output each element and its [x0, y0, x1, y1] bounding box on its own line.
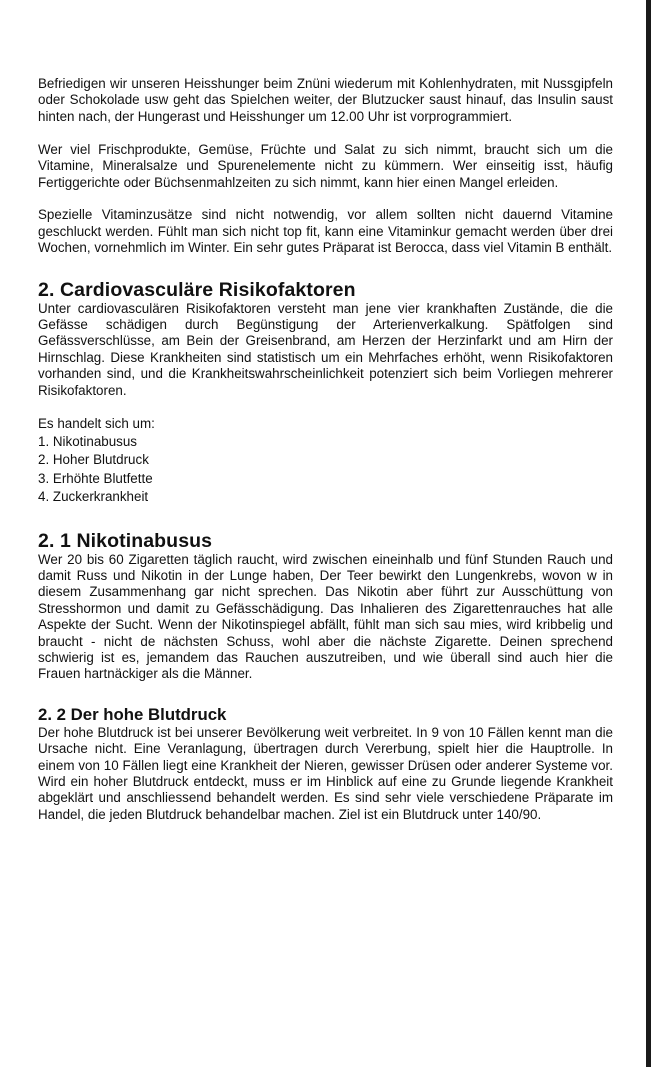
list-intro: Es handelt sich um:	[38, 416, 155, 432]
risk-factor-list	[38, 433, 613, 507]
paragraph-nikotinabusus: Wer 20 bis 60 Zigaretten täglich raucht, wird zwischen eineinhalb und fünf Stunden Rauch und damit Russ und Nikotin in der Lunge haben, Der Teer bewirkt den Lungenkrebs, wovon w in diesem Zusammenhang gar nicht sprechen. Das Nikotin aber führt zur Ausschüttung von Stresshormon und damit zu Gefässchädigung. Das Inhalieren des Zigarettenrauches hat alle Aspekte der Sucht. Wenn der Nikotinspiegel abfällt, fühlt man sich sau mies, wird kribbelig und braucht - nicht de nächsten Schuss, wohl aber die nächste Zigarette. Deinen sprechend schwierig ist es, jemandem das Rauchen auszutreiben, und wie überall sind auch hier die Frauen hartnäckiger als die Männer.	[38, 551, 613, 682]
list-item: 3. Erhöhte Blutfette	[38, 470, 153, 486]
list-item: 1. Nikotinabusus	[38, 433, 137, 449]
paragraph-znueni: Befriedigen wir unseren Heisshunger beim Znüni wiederum mit Kohlenhydraten, mit Nussgipfeln oder Schokolade usw geht das Spielchen weiter, der Blutzucker saust hinauf, das Insulin saust hinten nach, der Hungerast und Heisshunger um 12.00 Uhr ist vorprogrammiert.	[38, 76, 613, 124]
page-edge-border	[646, 0, 651, 1067]
heading-nikotinabusus: 2. 1 Nikotinabusus	[38, 529, 213, 552]
document-body	[38, 76, 613, 823]
heading-cardiovascular: 2. Cardiovasculäre Risikofaktoren	[38, 278, 356, 301]
paragraph-blutdruck: Der hohe Blutdruck ist bei unserer Bevölkerung weit verbreitet. In 9 von 10 Fällen kennt man die Ursache nicht. Eine Veranlagung, übertragen durch Vererbung, spielt hier die Hauptrolle. In einem von 10 Fällen liegt eine Krankheit der Nieren, gewisser Drüsen oder anderer Systeme vor. Wird ein hoher Blutdruck entdeckt, muss er im Hinblick auf eine zu Grunde liegende Krankheit abgeklärt und anschliessend behandelt werden. Es sind sehr viele verschiedene Präparate im Handel, die jeden Blutdruck behandelbar machen. Ziel ist ein Blutdruck unter 140/90.	[38, 724, 613, 822]
list-item: 4. Zuckerkrankheit	[38, 489, 149, 504]
paragraph-vitaminzusaetze: Spezielle Vitaminzusätze sind nicht notwendig, vor allem sollten nicht dauernd Vitamine geschluckt werden. Fühlt man sich nicht top fit, kann eine Vitaminkur gemacht werden über drei Wochen, vornehmlich im Winter. Ein sehr gutes Präparat ist Berocca, dass viel Vitamin B enthält.	[38, 207, 613, 256]
heading-blutdruck: 2. 2 Der hohe Blutdruck	[38, 704, 227, 724]
paragraph-cardiovascular: Unter cardiovasculären Risikofaktoren versteht man jene vier krankhaften Zustände, die die Gefässe schädigen durch Begünstigung der Arterienverkalkung. Spätfolgen sind Gefässverschlüsse, am Bein der Greisenbrand, am Herzen der Herzinfarkt und am Hirn der Hirnschlag. Diese Krankheiten sind statistisch um ein Mehrfaches erhöht, wenn Risikofaktoren vorhanden sind, und die Krankheitswahrscheinlichkeit potenziert sich beim Vorliegen mehrerer Risikofaktoren.	[38, 300, 613, 398]
list-item: 2. Hoher Blutdruck	[38, 452, 149, 467]
paragraph-frischprodukte: Wer viel Frischprodukte, Gemüse, Früchte und Salat zu sich nimmt, braucht sich um die Vitamine, Mineralsalze und Spurenelemente nicht zu kümmern. Wer einseitig isst, häufig Fertiggerichte oder Büchsenmahlzeiten zu sich nimmt, kann hier einen Mangel erleiden.	[38, 141, 613, 190]
